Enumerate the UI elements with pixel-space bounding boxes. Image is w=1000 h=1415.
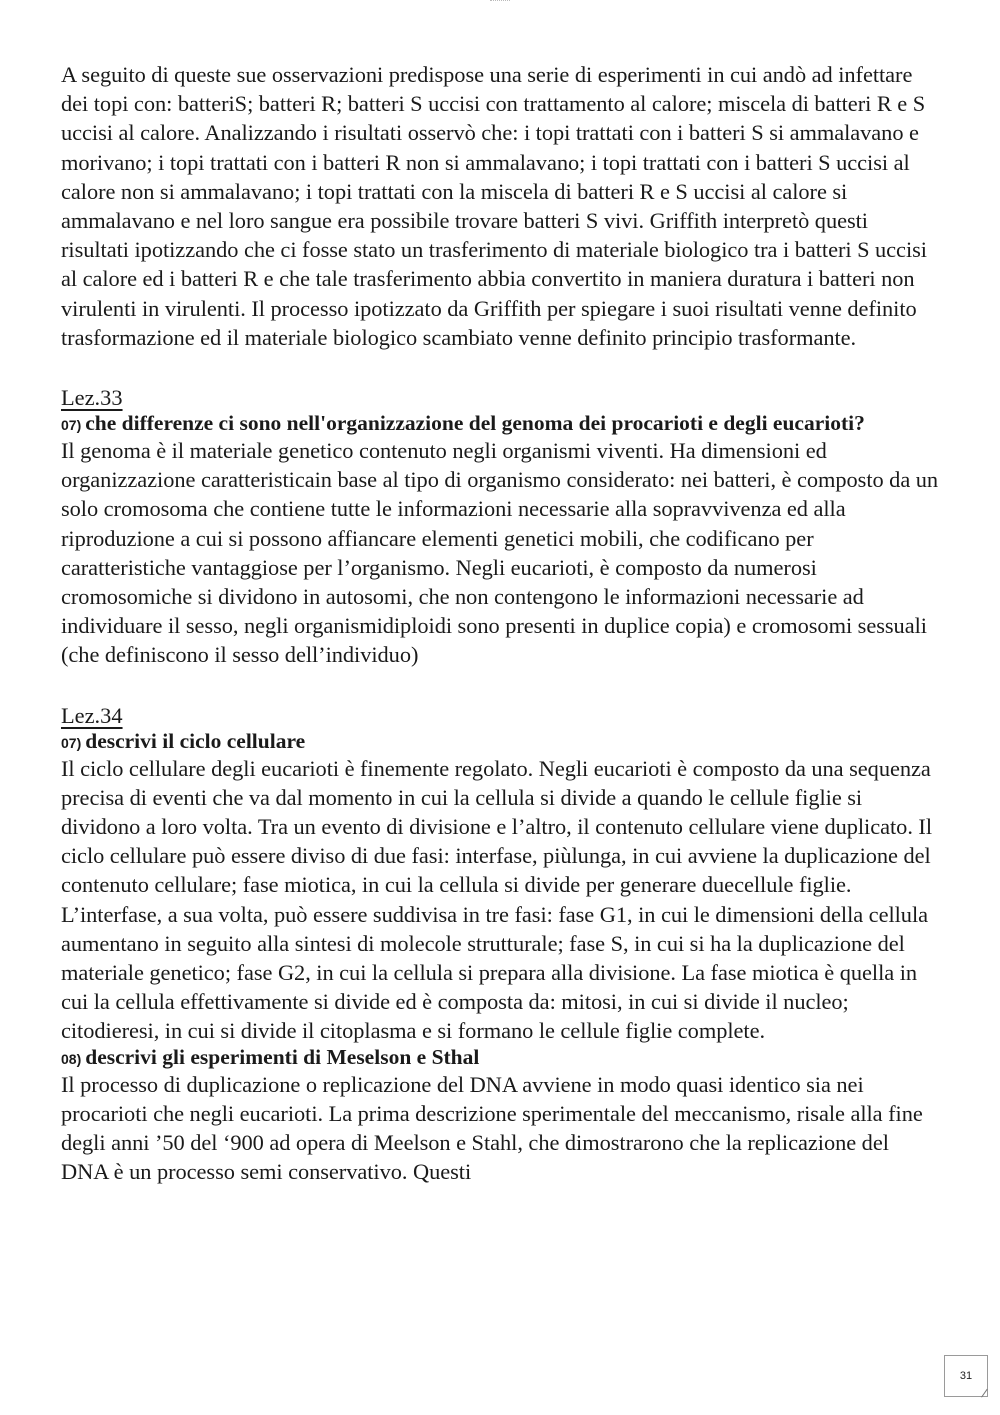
answer-paragraph: Il processo di duplicazione o replicazione del DNA avviene in modo quasi identico sia nei procarioti che negli eucarioti. La prima descrizione sperimentale del meccanismo, risale alla fine degli anni ’50 del ‘900 ad opera di Meelson e Stahl, che dimostrarono che la replicazione del DNA è un processo semi conservativo. Questi <box>61 1071 923 1185</box>
question-title: descrivi gli esperimenti di Meselson e Sthal <box>85 1044 480 1069</box>
question-heading <box>61 1046 941 1070</box>
question-title: che differenze ci sono nell'organizzazione del genoma dei procarioti e degli eucarioti? <box>85 411 865 436</box>
question-title: descrivi il ciclo cellulare <box>85 728 306 753</box>
section-lez-33 <box>61 386 941 670</box>
page-number: 31 <box>944 1355 988 1397</box>
intro-paragraph: A seguito di queste sue osservazioni predispose una serie di esperimenti in cui andò ad infettare dei topi con: batteriS; batteri R; batteri S uccisi con trattamento al calore; miscela di batteri R e S uccisi al calore. Analizzando i risultati osservò che: i topi trattati con i batteri S si ammalavano e morivano; i topi trattati con i batteri R non si ammalavano; i topi trattati con i batteri S uccisi al calore non si ammalavano; i topi trattati con la miscela di batteri R e S uccisi al calore si ammalavano e nel loro sangue era possibile trovare batteri S vivi. Griffith interpretò questi risultati ipotizzando che ci fosse stato un trasferimento di materiale biologico tra i batteri S uccisi al calore ed i batteri R e che tale trasferimento abbia convertito in maniera duratura i batteri non virulenti in virulenti. Il processo ipotizzato da Griffith per spiegare i suoi risultati venne definito trasformazione ed il materiale biologico scambiato venne definito principio trasformante. <box>61 62 927 350</box>
question-number: 08) <box>61 1050 82 1067</box>
question-heading <box>61 730 941 754</box>
question-number: 07) <box>61 417 82 434</box>
question-heading <box>61 412 941 436</box>
lesson-heading: Lez.34 <box>61 702 123 728</box>
answer-paragraph: Il genoma è il materiale genetico contenuto negli organismi viventi. Ha dimensioni ed organizzazione caratteristicain base al tipo di organismo considerato: nei batteri, è composto da un solo cromosoma che contiene tutte le informazioni necessarie alla sopravvivenza ed alla riproduzione a cui si possono affiancare elementi genetici mobili, che codificano per caratteristiche vantaggiose per l’organismo. Negli eucarioti, è composto da numerosi cromosomiche si dividono in autosomi, che non contengono le informazioni necessarie ad individuare il sesso, negli organismidiploidi sono presenti in duplice copia) e cromosomi sessuali (che definiscono il sesso dell’individuo) <box>61 438 939 668</box>
question-number: 07) <box>61 734 82 751</box>
page-content <box>61 60 941 1187</box>
section-lez-34 <box>61 704 941 1187</box>
lesson-heading: Lez.33 <box>61 385 123 411</box>
header-mark <box>490 0 510 4</box>
answer-paragraph: Il ciclo cellulare degli eucarioti è finemente regolato. Negli eucarioti è composto da una sequenza precisa di eventi che va dal momento in cui la cellula si divide a quando le cellule figlie si dividono a loro volta. Tra un evento di divisione e l’altro, il contenuto cellulare viene duplicato. Il ciclo cellulare può essere diviso di due fasi: interfase, piùlunga, in cui avviene la duplicazione del contenuto cellulare; fase miotica, in cui la cellula si divide per generare duecellule figlie. L’interfase, a sua volta, può essere suddivisa in tre fasi: fase G1, in cui le dimensioni della cellula aumentano in seguito alla sintesi di molecole strutturale; fase S, in cui si ha la duplicazione del materiale genetico; fase G2, in cui la cellula si prepara alla divisione. La fase miotica è quella in cui la cellula effettivamente si divide ed è composta da: mitosi, in cui si divide il nucleo; citodieresi, in cui si divide il citoplasma e si formano le cellule figlie complete. <box>61 755 932 1044</box>
